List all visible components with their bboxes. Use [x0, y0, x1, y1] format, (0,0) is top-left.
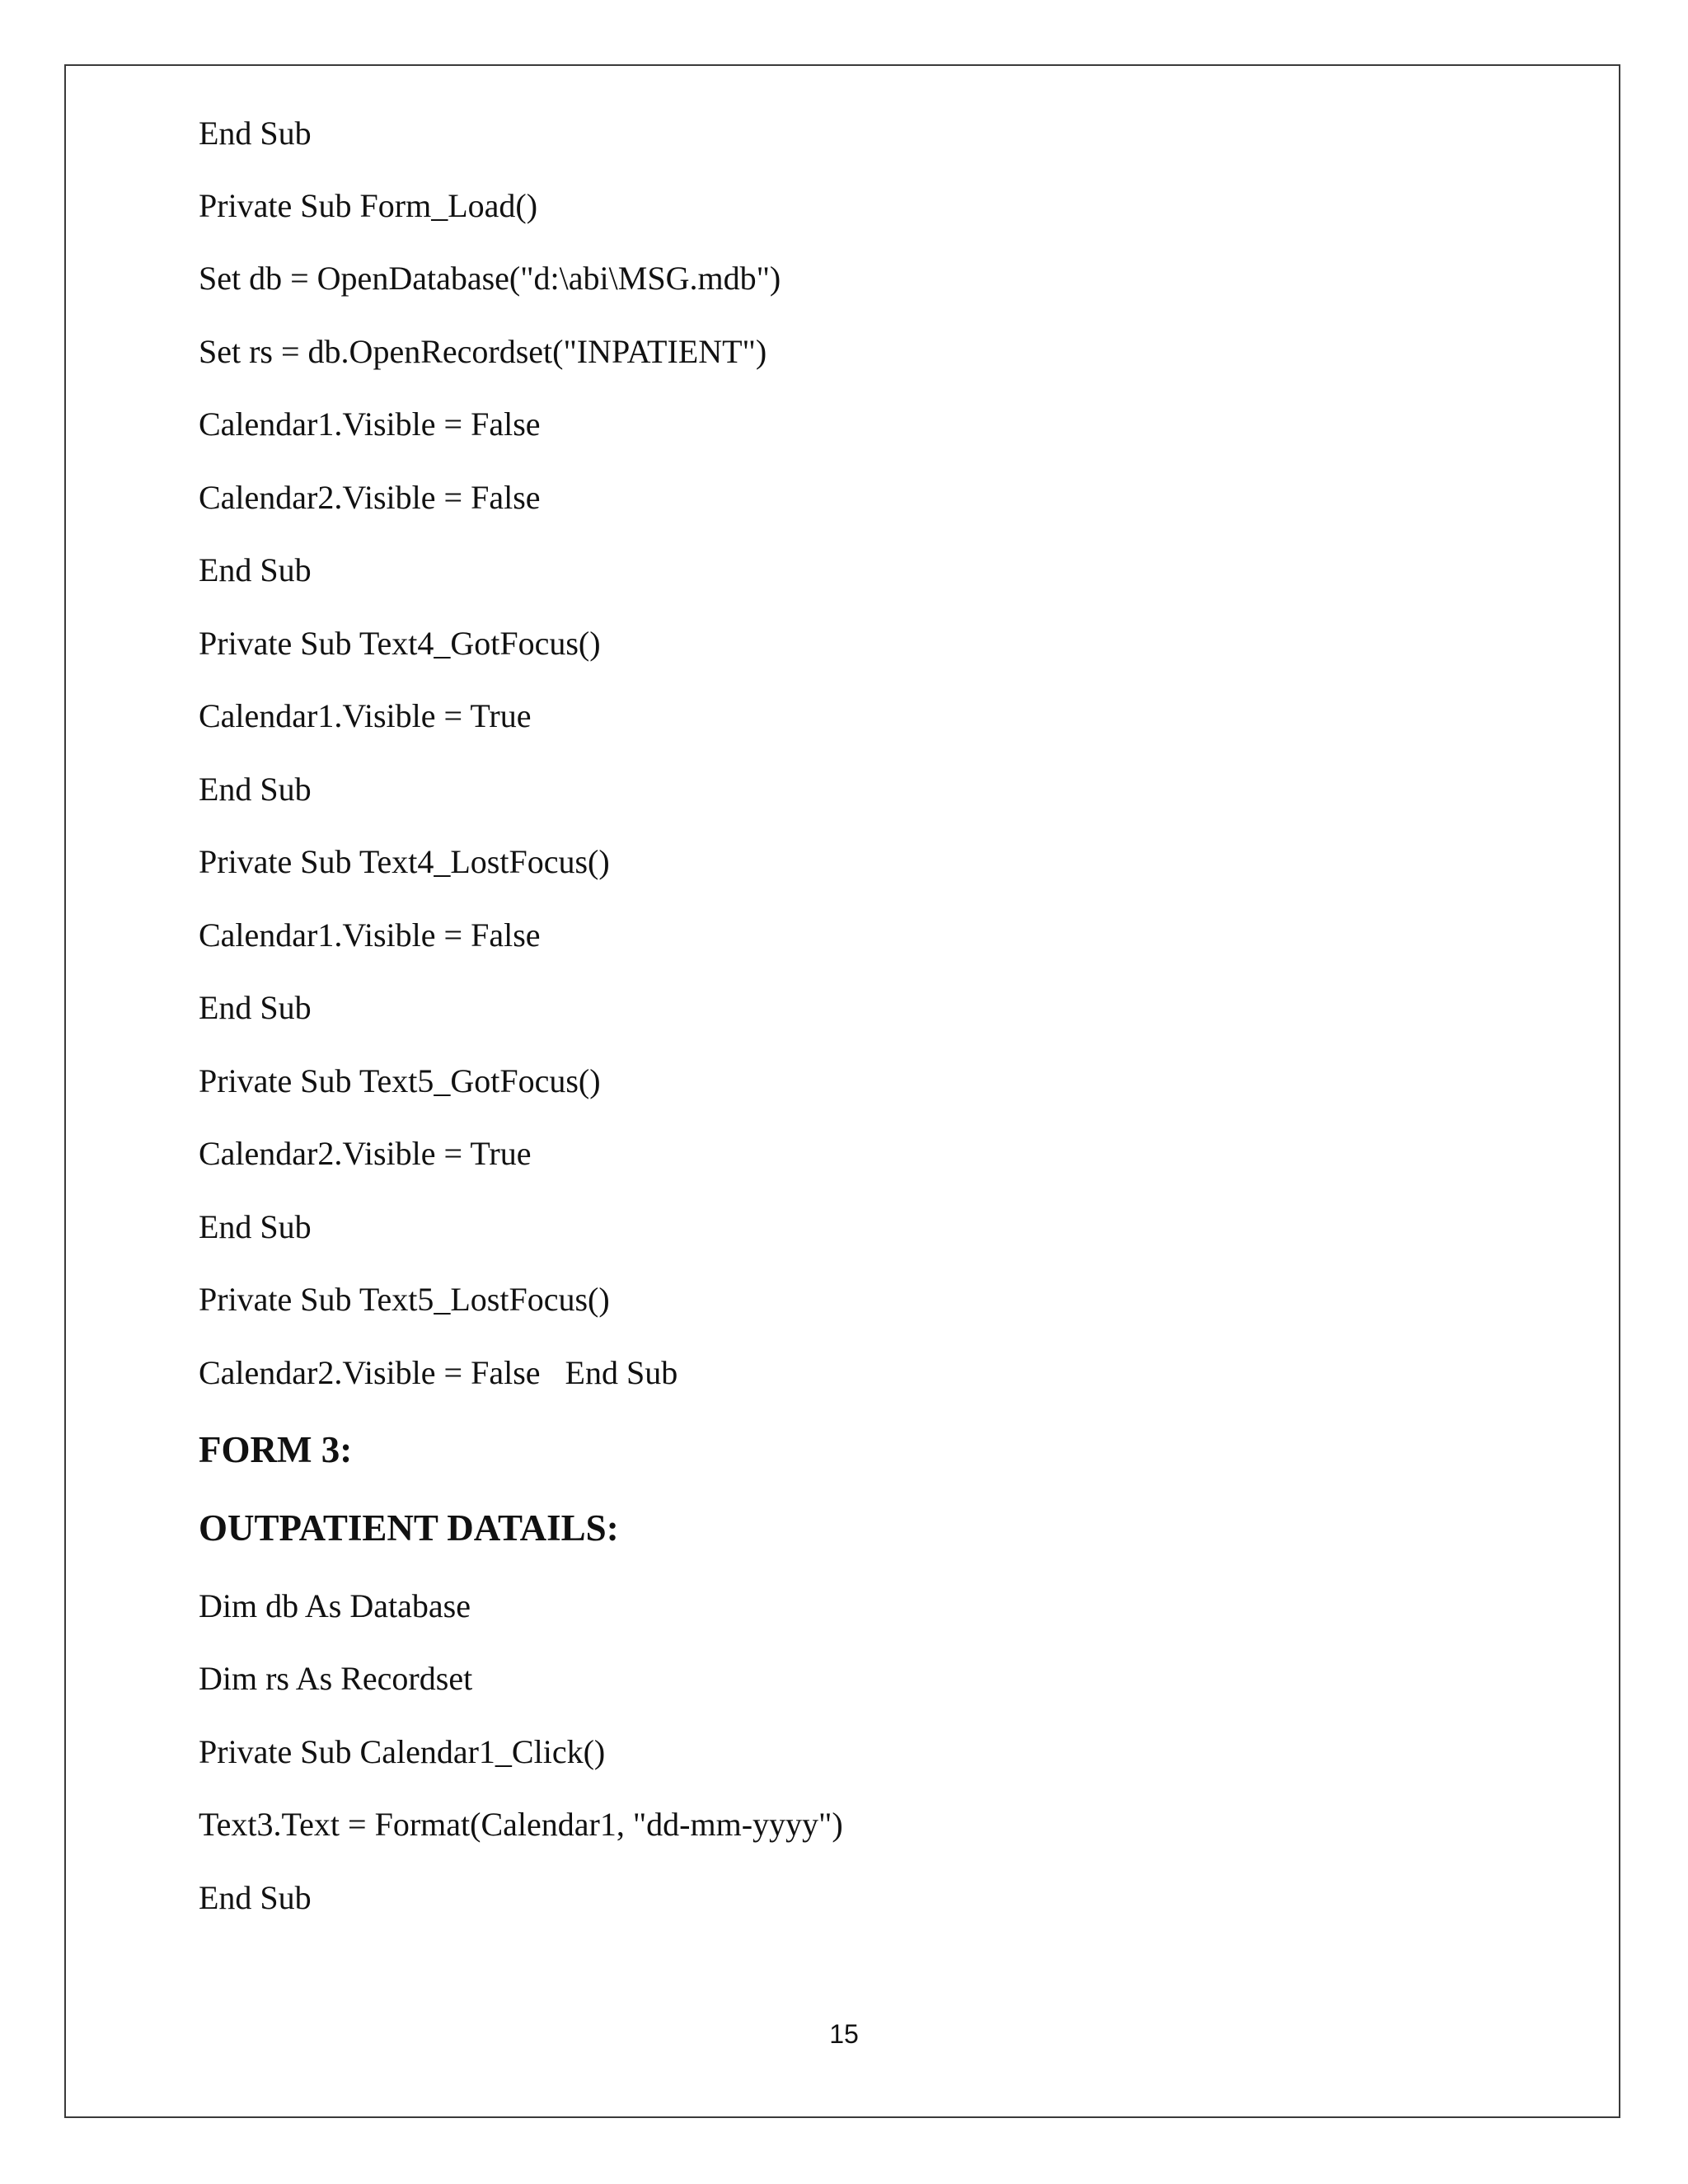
code-line: End Sub	[199, 551, 312, 588]
code-line: Calendar2.Visible = True	[199, 1135, 532, 1172]
code-line: End Sub	[199, 1208, 312, 1245]
code-line: End Sub	[199, 771, 312, 808]
code-line: Calendar2.Visible = False End Sub	[199, 1354, 678, 1391]
form-heading: FORM 3:	[199, 1429, 353, 1470]
code-line: Calendar1.Visible = False	[199, 405, 541, 443]
code-line: Calendar1.Visible = True	[199, 697, 532, 734]
code-line: End Sub	[199, 115, 312, 152]
code-line: Private Sub Text5_LostFocus()	[199, 1281, 610, 1318]
page-number: 15	[829, 2019, 859, 2049]
code-line: Private Sub Text4_LostFocus()	[199, 843, 610, 880]
code-line: Private Sub Text5_GotFocus()	[199, 1062, 601, 1099]
code-line: End Sub	[199, 989, 312, 1026]
code-line: Dim rs As Recordset	[199, 1660, 473, 1697]
code-line: Calendar1.Visible = False	[199, 916, 541, 954]
code-line: Dim db As Database	[199, 1587, 471, 1624]
code-line: Calendar2.Visible = False	[199, 479, 541, 516]
section-heading: OUTPATIENT DATAILS:	[199, 1507, 619, 1549]
code-line: Private Sub Form_Load()	[199, 187, 538, 224]
code-line: Private Sub Text4_GotFocus()	[199, 625, 601, 662]
code-line: End Sub	[199, 1879, 312, 1916]
code-line: Text3.Text = Format(Calendar1, "dd-mm-yyyy")	[199, 1806, 843, 1843]
code-line: Set db = OpenDatabase("d:\abi\MSG.mdb")	[199, 260, 781, 297]
code-line: Set rs = db.OpenRecordset("INPATIENT")	[199, 333, 767, 370]
code-line: Private Sub Calendar1_Click()	[199, 1733, 606, 1770]
